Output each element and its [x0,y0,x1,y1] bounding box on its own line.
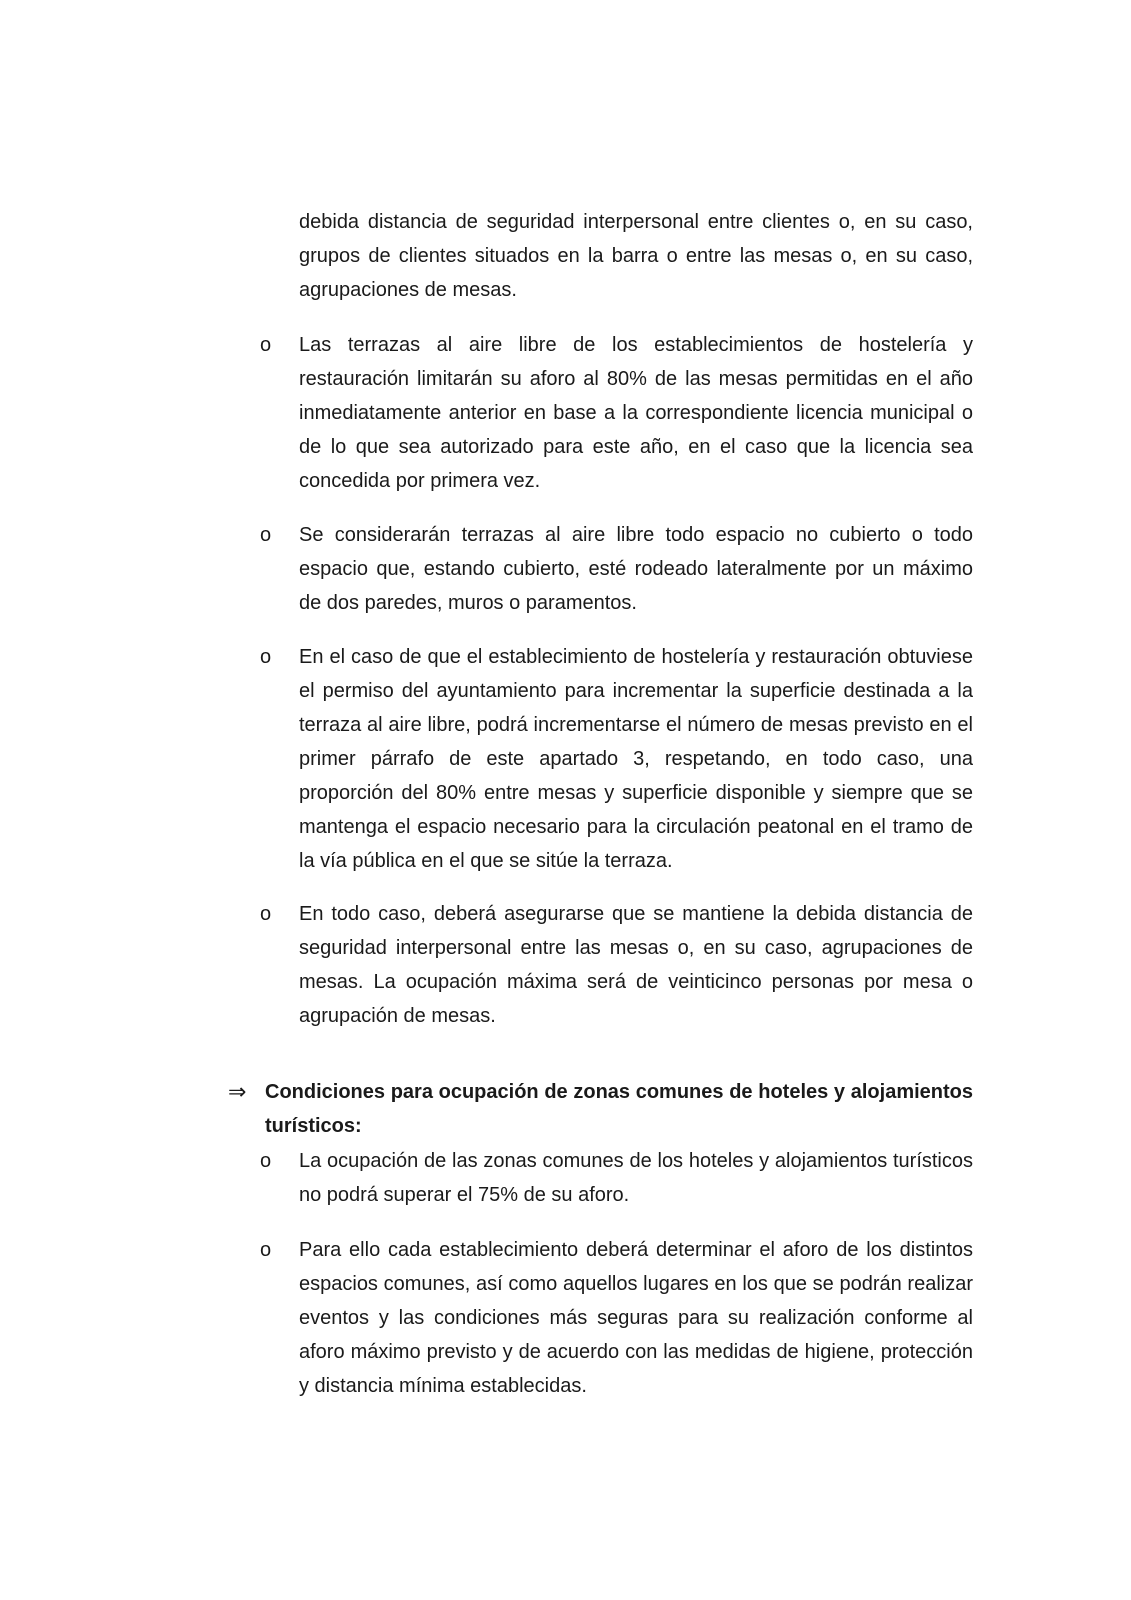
list-item [260,640,973,878]
bullet-marker: o [260,524,272,546]
bullet-marker: o [260,1150,272,1172]
list-item [260,518,973,620]
list-item [260,897,973,1033]
continuation-paragraph: debida distancia de seguridad interpersonal entre clientes o, en su caso, grupos de clientes situados en la barra o entre las mesas o, en su caso, agrupaciones de mesas. [299,211,973,301]
bullet-marker: o [260,1239,272,1261]
list-item [260,1233,973,1403]
section-heading-text: Condiciones para ocupación de zonas comunes de hoteles y alojamientos turísticos: [265,1081,973,1137]
list-item [260,328,973,498]
list-item [260,1144,973,1212]
bullet-marker: o [260,903,272,925]
list-item-text: En el caso de que el establecimiento de hostelería y restauración obtuviese el permiso del ayuntamiento para incrementar la superficie destinada a la terraza al aire libre, podrá incrementarse el número de mesas previsto en el primer párrafo de este apartado 3, respetando, en todo caso, una proporción del 80% entre mesas y superficie disponible y siempre que se mantenga el espacio necesario para la circulación peatonal en el tramo de la vía pública en el que se sitúe la terraza. [299,646,973,872]
section-heading [228,1075,973,1143]
list-item-text: En todo caso, deberá asegurarse que se mantiene la debida distancia de seguridad interpersonal entre las mesas o, en su caso, agrupaciones de mesas. La ocupación máxima será de veinticinco personas por mesa o agrupación de mesas. [299,903,973,1027]
arrow-icon: ⇒ [228,1079,247,1104]
list-item-text: La ocupación de las zonas comunes de los hoteles y alojamientos turísticos no podrá superar el 75% de su aforo. [299,1150,973,1206]
bullet-marker: o [260,646,272,668]
list-item-text: Se considerarán terrazas al aire libre todo espacio no cubierto o todo espacio que, estando cubierto, esté rodeado lateralmente por un máximo de dos paredes, muros o paramentos. [299,524,973,614]
bullet-marker: o [260,334,272,356]
list-item-text: Para ello cada establecimiento deberá determinar el aforo de los distintos espacios comunes, así como aquellos lugares en los que se podrán realizar eventos y las condiciones más seguras para su realización conforme al aforo máximo previsto y de acuerdo con las medidas de higiene, protección y distancia mínima establecidas. [299,1239,973,1397]
list-item-text: Las terrazas al aire libre de los establecimientos de hostelería y restauración limitarán su aforo al 80% de las mesas permitidas en el año inmediatamente anterior en base a la correspondiente licencia municipal o de lo que sea autorizado para este año, en el caso que la licencia sea concedida por primera vez. [299,334,973,492]
